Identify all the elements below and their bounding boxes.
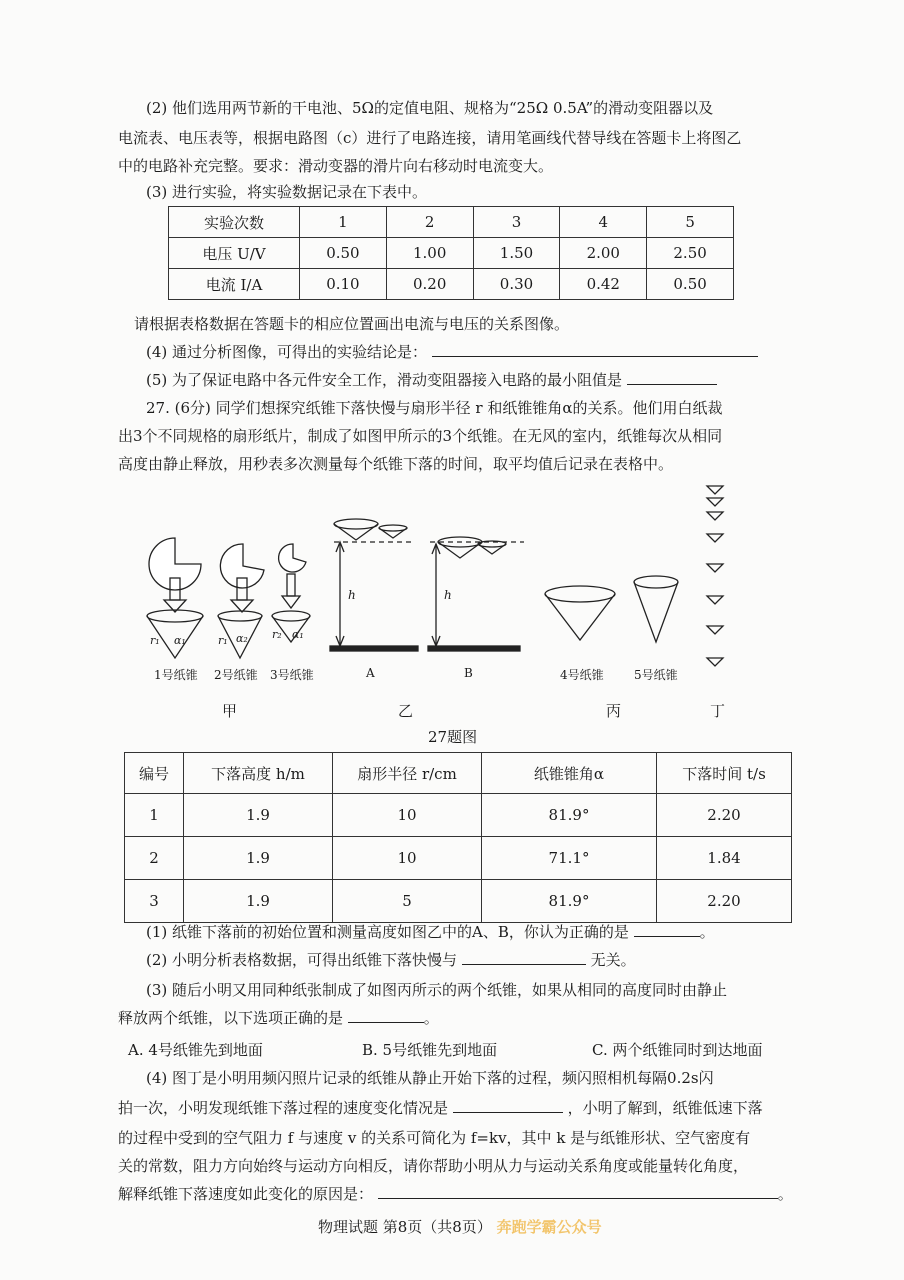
table-cell: 2: [386, 207, 473, 238]
table-cell: 1.9: [184, 880, 333, 923]
answer-blank[interactable]: [627, 370, 717, 385]
q27-intro-line2: 出3个不同规格的扇形纸片，制成了如图甲所示的3个纸锥。在无风的室内，纸锥每次从相同: [118, 427, 723, 445]
label-alpha1-cone1: α₁: [174, 634, 186, 647]
table-cell: 电压 U/V: [169, 238, 300, 269]
table-cell: 3: [125, 880, 184, 923]
cone-a-small-rim: [379, 525, 407, 531]
label-a: A: [366, 666, 375, 680]
table-cell: 2.50: [647, 238, 734, 269]
q27-sub4-text-b: ，小明了解到，纸锥低速下落: [567, 1099, 763, 1117]
strobe-cone: [707, 512, 723, 520]
q26-data-table: [168, 206, 734, 300]
table-cell: 0.20: [386, 269, 473, 300]
answer-blank[interactable]: [462, 950, 586, 965]
q26-part2-line2: 电流表、电压表等，根据电路图（c）进行了电路连接，请用笔画线代替导线在答题卡上将图乙: [118, 129, 742, 147]
label-h-b: h: [444, 588, 452, 602]
table-cell: 0.50: [647, 269, 734, 300]
label-alpha2-cone2: α₂: [236, 632, 248, 645]
sector-disk-1: [149, 538, 201, 590]
q26-part5-text: (5) 为了保证电路中各元件安全工作，滑动变阻器接入电路的最小阻值是: [146, 371, 623, 389]
cone5-body: [634, 582, 678, 642]
q27-sub4-line4: 关的常数，阻力方向始终与运动方向相反，请你帮助小明从力与运动关系角度或能量转化角度，: [118, 1157, 749, 1175]
q27-sub4-text-a: 拍一次，小明发现纸锥下落过程的速度变化情况是: [118, 1099, 449, 1117]
label-r1-cone1: r₁: [150, 634, 160, 647]
table-cell: 71.1°: [482, 837, 657, 880]
table-header: 纸锥锥角α: [482, 753, 657, 794]
q26-part4-text: (4) 通过分析图像，可得出的实验结论是：: [146, 343, 428, 361]
q27-sub4-line5: 解释纸锥下落速度如此变化的原因是： 。: [118, 1185, 793, 1203]
q27-sub1: (1) 纸锥下落前的初始位置和测量高度如图乙中的A、B，你认为正确的是 。: [146, 923, 715, 941]
ground-b: [428, 646, 520, 651]
q27-sub2: [146, 950, 636, 970]
answer-blank[interactable]: [432, 342, 758, 357]
q27-sub3-line1: (3) 随后小明又用同种纸张制成了如图丙所示的两个纸锥，如果从相同的高度同时由静止: [146, 981, 728, 999]
label-b: B: [464, 666, 473, 680]
table-cell: 4: [560, 207, 647, 238]
label-alpha1-cone3: α₁: [292, 628, 304, 641]
table-cell: 10: [333, 837, 482, 880]
table-header: 下落高度 h/m: [184, 753, 333, 794]
table-cell: 1.50: [473, 238, 560, 269]
cone-a-top-body: [334, 524, 378, 540]
label-jia: 甲: [222, 702, 238, 720]
table-cell: 电流 I/A: [169, 269, 300, 300]
sector-disk-2: [220, 544, 264, 588]
table-row: [169, 269, 734, 300]
q27-intro-line1: 27. (6分) 同学们想探究纸锥下落快慢与扇形半径 r 和纸锥锥角α的关系。他们用白纸裁: [146, 399, 723, 417]
answer-blank[interactable]: [453, 1098, 563, 1113]
table-cell: 0.10: [300, 269, 387, 300]
cone5-rim: [634, 576, 678, 588]
q27-sub4-text-e: 解释纸锥下落速度如此变化的原因是：: [118, 1185, 374, 1203]
arrow-head-3: [282, 596, 300, 608]
watermark: 奔跑学霸公众号: [496, 1218, 602, 1236]
cone-b-small-rim: [478, 541, 506, 547]
option-a[interactable]: A. 4号纸锥先到地面: [128, 1041, 263, 1059]
table-cell: 1: [125, 794, 184, 837]
table-header: 编号: [125, 753, 184, 794]
table-cell: 81.9°: [482, 880, 657, 923]
cone-a-top-rim: [334, 519, 378, 529]
table-row: [169, 238, 734, 269]
q26-part2-line3: 中的电路补充完整。要求：滑动变器的滑片向右移动时电流变大。: [118, 157, 554, 175]
q27-sub2-tail: 无关。: [590, 951, 636, 969]
sector-disk-3: [279, 544, 306, 572]
q26-part5: [146, 370, 717, 390]
q27-sub3-text: 释放两个纸锥，以下选项正确的是: [118, 1009, 344, 1027]
table-cell: 2.00: [560, 238, 647, 269]
table-row: [125, 837, 792, 880]
table-cell: 2: [125, 837, 184, 880]
arrow-shaft-3: [287, 574, 295, 596]
label-cone3: 3号纸锥: [270, 668, 314, 682]
table-cell: 0.50: [300, 238, 387, 269]
figure-caption: 27题图: [428, 728, 478, 746]
strobe-cone: [707, 498, 723, 506]
label-bing: 丙: [606, 702, 622, 720]
q27-sub4-line3: 的过程中受到的空气阻力 f 与速度 v 的关系可简化为 f=kv，其中 k 是与纸锥形状、空气密度有: [118, 1129, 751, 1147]
answer-blank[interactable]: [378, 1184, 778, 1199]
cone4-body: [545, 594, 615, 640]
answer-blank[interactable]: [348, 1008, 424, 1023]
strobe-cone: [707, 486, 723, 494]
label-cone5: 5号纸锥: [634, 668, 678, 682]
strobe-cone: [707, 564, 723, 572]
label-cone2: 2号纸锥: [214, 668, 258, 682]
option-b[interactable]: B. 5号纸锥先到地面: [362, 1041, 498, 1059]
table-cell: 1.9: [184, 837, 333, 880]
q27-sub2-text: (2) 小明分析表格数据，可得出纸锥下落快慢与: [146, 951, 458, 969]
label-ding: 丁: [710, 702, 726, 720]
cone4-rim: [545, 586, 615, 602]
table-header-row: [125, 753, 792, 794]
q26-part4: [146, 342, 758, 362]
q27-figure: [0, 470, 904, 740]
label-r1-cone2: r₁: [218, 634, 228, 647]
table-cell: 81.9°: [482, 794, 657, 837]
strobe-cone: [707, 596, 723, 604]
cone2-rim: [218, 611, 262, 621]
cone-b-body: [438, 542, 482, 558]
q27-sub4-line2: [118, 1098, 763, 1118]
ground-a: [330, 646, 418, 651]
page-footer: [318, 1216, 602, 1237]
cone3-rim: [272, 611, 310, 621]
table-cell: 1: [300, 207, 387, 238]
label-cone1: 1号纸锥: [154, 668, 198, 682]
strobe-cone: [707, 534, 723, 542]
table-cell: 5: [647, 207, 734, 238]
label-cone4: 4号纸锥: [560, 668, 604, 682]
table-cell: 0.30: [473, 269, 560, 300]
label-h-a: h: [348, 588, 356, 602]
q27-sub3-line2: 释放两个纸锥，以下选项正确的是 。: [118, 1009, 439, 1027]
q27-sub4-line1: (4) 图丁是小明用频闪照片记录的纸锥从静止开始下落的过程，频闪照相机每隔0.2s闪: [146, 1069, 714, 1087]
table-cell: 1.84: [657, 837, 792, 880]
answer-blank[interactable]: [634, 922, 700, 937]
q27-sub1-text: (1) 纸锥下落前的初始位置和测量高度如图乙中的A、B，你认为正确的是: [146, 923, 629, 941]
table-cell: 3: [473, 207, 560, 238]
q26-part2-line1: (2) 他们选用两节新的干电池、5Ω的定值电阻、规格为“25Ω 0.5A”的滑动变阻器以及: [146, 99, 714, 117]
table-cell: 2.20: [657, 880, 792, 923]
strobe-sequence: [707, 486, 723, 666]
strobe-cone: [707, 658, 723, 666]
table-cell: 实验次数: [169, 207, 300, 238]
q26-part3: (3) 进行实验，将实验数据记录在下表中。: [146, 183, 428, 201]
q27-intro-line3: 高度由静止释放，用秒表多次测量每个纸锥下落的时间，取平均值后记录在表格中。: [118, 455, 674, 473]
strobe-cone: [707, 626, 723, 634]
table-cell: 10: [333, 794, 482, 837]
table-cell: 1.9: [184, 794, 333, 837]
label-yi: 乙: [398, 702, 414, 720]
table-row: [169, 207, 734, 238]
table-row: [125, 880, 792, 923]
q27-data-table: [124, 752, 792, 923]
table-header: 下落时间 t/s: [657, 753, 792, 794]
table-header: 扇形半径 r/cm: [333, 753, 482, 794]
label-r2-cone3: r₂: [272, 628, 282, 641]
table-cell: 2.20: [657, 794, 792, 837]
arrow-head-2: [231, 600, 253, 612]
footer-text: 物理试题 第8页（共8页）: [318, 1218, 492, 1236]
option-c[interactable]: C. 两个纸锥同时到达地面: [592, 1041, 763, 1059]
q26-graph-instruction: 请根据表格数据在答题卡的相应位置画出电流与电压的关系图像。: [134, 315, 570, 333]
table-cell: 1.00: [386, 238, 473, 269]
table-cell: 0.42: [560, 269, 647, 300]
table-row: [125, 794, 792, 837]
table-cell: 5: [333, 880, 482, 923]
